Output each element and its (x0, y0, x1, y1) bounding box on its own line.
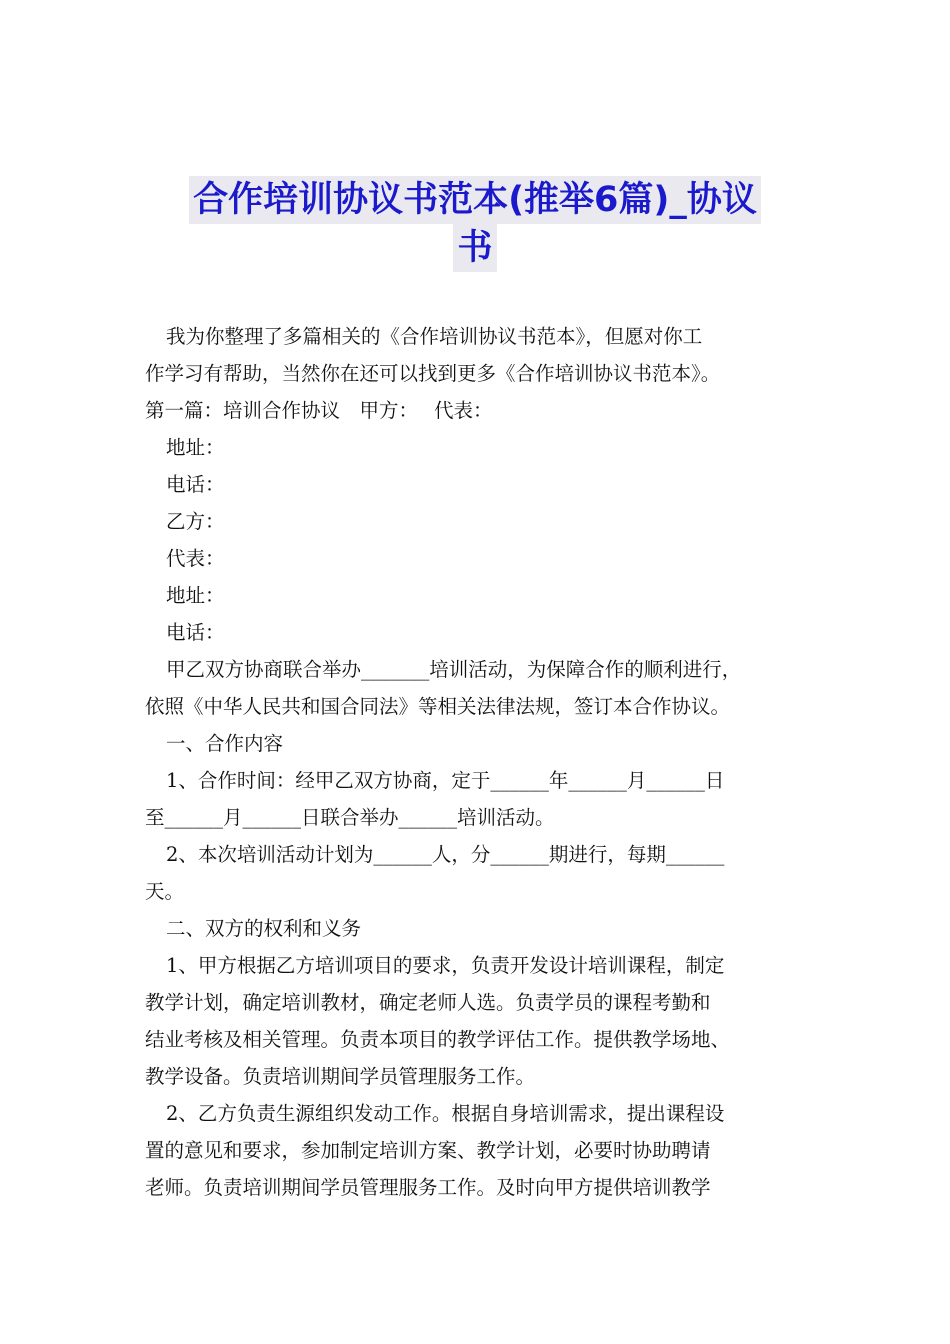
body-line: 一、合作内容 (166, 732, 284, 755)
body-line: 地址： (166, 436, 225, 459)
body-line: 2、本次培训活动计划为______人，分______期进行，每期______ (166, 843, 725, 866)
body-line: 我为你整理了多篇相关的《合作培训协议书范本》，但愿对你工 (166, 325, 703, 348)
body-line: 结业考核及相关管理。负责本项目的教学评估工作。提供教学场地、 (145, 1028, 731, 1051)
body-line: 地址： (166, 584, 225, 607)
body-line: 电话： (166, 621, 225, 644)
body-line: 乙方： (166, 510, 225, 533)
document-title (0, 176, 950, 272)
body-line: 二、双方的权利和义务 (166, 917, 362, 940)
title-line-1: 合作培训协议书范本(推举6篇)_协议 (189, 176, 761, 224)
body-line: 甲乙双方协商联合举办_______培训活动，为保障合作的顺利进行， (166, 658, 742, 681)
body-line: 老师。负责培训期间学员管理服务工作。及时向甲方提供培训教学 (145, 1176, 711, 1199)
document-body (145, 318, 813, 1206)
body-line: 教学计划，确定培训教材，确定老师人选。负责学员的课程考勤和 (145, 991, 711, 1014)
body-line: 1、合作时间：经甲乙双方协商，定于______年______月______日 (166, 769, 725, 792)
body-line: 2、乙方负责生源组织发动工作。根据自身培训需求，提出课程设 (166, 1102, 725, 1125)
body-line: 依照《中华人民共和国合同法》等相关法律法规，签订本合作协议。 (145, 695, 731, 718)
body-line: 作学习有帮助，当然你在还可以找到更多《合作培训协议书范本》。 (145, 362, 721, 385)
body-line: 第一篇：培训合作协议 甲方： 代表： (145, 399, 493, 422)
body-line: 至______月______日联合举办______培训活动。 (145, 806, 555, 829)
body-line: 教学设备。负责培训期间学员管理服务工作。 (145, 1065, 536, 1088)
body-line: 1、甲方根据乙方培训项目的要求，负责开发设计培训课程，制定 (166, 954, 725, 977)
title-line-2: 书 (453, 224, 496, 272)
body-line: 天。 (145, 880, 185, 903)
body-line: 置的意见和要求，参加制定培训方案、教学计划，必要时协助聘请 (145, 1139, 711, 1162)
body-line: 代表： (166, 547, 225, 570)
body-line: 电话： (166, 473, 225, 496)
